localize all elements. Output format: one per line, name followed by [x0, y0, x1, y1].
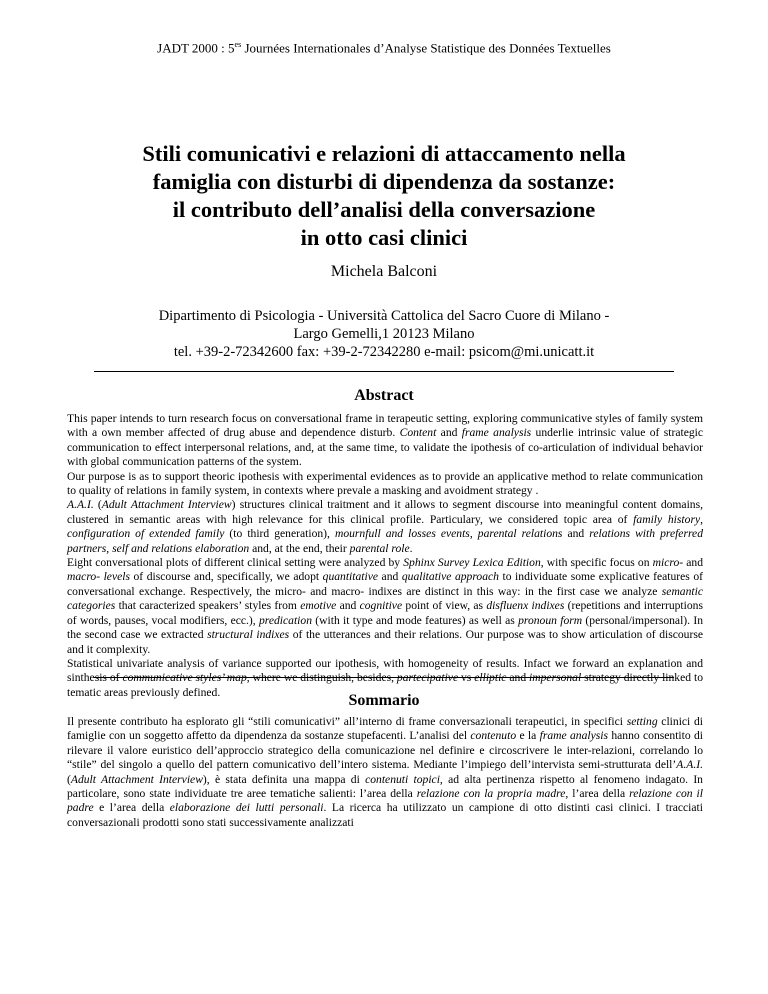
text-run: e la	[516, 729, 540, 743]
italic-term: emotive	[300, 599, 337, 613]
paper-title	[0, 140, 768, 252]
text-run: ), è stata definita una mappa di	[202, 772, 366, 786]
running-header	[0, 40, 768, 56]
text-run: ,	[700, 512, 704, 526]
affiliation-line: tel. +39-2-72342600 fax: +39-2-72342280 e-mail: psicom@mi.unicatt.it	[173, 344, 595, 360]
text-run: ) structures clinical traitment and it allows to segment discourse into meaningful content domains, clustered in semantic areas with high relevance for this clinical profile. Particulary, we considered topic area of	[67, 498, 704, 526]
abstract-paragraph	[67, 498, 703, 556]
italic-term: relations with preferred partners	[67, 527, 703, 555]
text-run: (personal/impersonal). In the second case we extracted	[67, 613, 704, 642]
italic-term: frame analysis	[539, 729, 609, 743]
divider	[94, 677, 674, 678]
text-run: , with specific focus on	[540, 556, 653, 570]
affiliation-line: Dipartimento di Psicologia - Università Cattolica del Sacro Cuore di Milano -	[158, 308, 610, 324]
italic-term: setting	[626, 715, 658, 728]
italic-term: qualitative approach	[401, 570, 499, 584]
italic-term: configuration of extended family	[67, 527, 225, 541]
text-run: (to third generation),	[224, 527, 335, 541]
abstract-body	[67, 412, 703, 700]
text-run: Statistical univariate analysis of variance supported our ipothesis, with homogeneity of results. Infact we forward an explanation and sinthesis of	[67, 656, 703, 685]
text-run: Il presente contributo ha esplorato gli “stili comunicativi” all’interno di frame conversazionali terapeutici, in specifici	[67, 715, 627, 728]
italic-term: elliptic	[474, 671, 507, 685]
italic-term: semantic categories	[67, 584, 703, 613]
italic-term: family history	[633, 512, 701, 526]
italic-term: parental role	[349, 541, 410, 555]
text-run: point of view, as	[402, 599, 487, 613]
text-run: .	[409, 541, 413, 555]
italic-term: Adult Attachment Interview	[101, 498, 232, 512]
text-run: that caracterized speakers’ styles from	[115, 599, 301, 613]
italic-term: predication	[258, 613, 312, 627]
author-name: Michela Balconi	[330, 263, 438, 280]
text-run: This paper intends to turn research focus on conversational frame in terapeutic setting, exploring communicative styles of family system with a own member affected of drug abuse and dependence disturb.	[67, 412, 703, 440]
text-run: and	[336, 599, 360, 613]
title-line: famiglia con disturbi di dipendenza da sostanze:	[152, 169, 616, 194]
text-run: underlie intrinsic value of strategic communication to effect interpersonal relations, and, at the same time, to validate the ipothesis of co-articulation of individual behavior with global communication patterns of the system.	[67, 426, 703, 469]
title-line: in otto casi clinici	[300, 225, 468, 250]
text-run: and	[683, 556, 703, 570]
divider	[94, 371, 674, 372]
sommario-heading: Sommario	[348, 692, 420, 709]
text-run: strategy directly linked to tematic areas previously defined.	[67, 671, 703, 699]
italic-term: impersonal	[529, 671, 582, 685]
italic-term: Content	[399, 426, 437, 440]
text-run: , l’area della	[565, 787, 630, 801]
affiliation	[0, 307, 768, 361]
header-text-pre: JADT 2000 : 5	[157, 40, 235, 56]
text-run: , where we distinguish, besides,	[246, 671, 397, 685]
text-run: (with it type and mode features) as well as	[312, 613, 519, 627]
text-run: (repetitions and interruptions of words, pauses, vocal modifiers, ecc.),	[67, 599, 703, 627]
text-run: clinici di famiglie con un soggetto affetto da dipendenza da sostanze stupefacenti. L’analisi del	[67, 715, 703, 743]
title-line: Stili comunicativi e relazioni di attaccamento nella	[142, 141, 626, 166]
abstract-paragraph	[67, 470, 703, 499]
italic-term: quantitative	[322, 570, 379, 584]
italic-term: frame analysis	[461, 426, 532, 440]
text-run: of discourse and, specifically, we adopt	[129, 570, 323, 584]
text-run: vs	[458, 671, 475, 685]
italic-term: structural indixes	[207, 628, 290, 642]
text-run: (	[67, 772, 71, 786]
text-run: to individuate some explicative features of conversational exchange. Respectively, the micro- and macro- indixes are distinct in this way: in the first case we analyze	[67, 570, 703, 598]
italic-term: A.A.I.	[67, 498, 94, 512]
text-run: (	[93, 498, 102, 512]
italic-term: relazione con la propria madre	[416, 787, 566, 801]
italic-term: self and relations elaboration	[112, 541, 250, 555]
text-run: ,	[469, 527, 478, 541]
header-superscript: es	[234, 40, 242, 49]
text-run: ,	[106, 541, 113, 555]
text-run: and	[506, 671, 530, 685]
sommario-paragraph	[67, 715, 703, 830]
italic-term: pronoun form	[518, 613, 583, 627]
abstract-paragraph	[67, 556, 703, 657]
italic-term: Adult Attachment Interview	[70, 772, 203, 786]
abstract-heading: Abstract	[354, 387, 414, 404]
text-run: and	[436, 426, 462, 440]
italic-term: relazione con il padre	[67, 787, 703, 815]
italic-term: cognitive	[359, 599, 403, 613]
text-run: and	[562, 527, 590, 541]
italic-term: micro-	[652, 556, 684, 570]
italic-term: partecipative	[396, 671, 459, 685]
italic-term: elaborazione dei lutti personali	[169, 801, 324, 815]
abstract-paragraph	[67, 412, 703, 470]
text-run: hanno consentito di rilevare il valore euristico dell’approccio strategico della comunicazione nel definire e circoscrivere le inter-relazioni, correlando lo “stile” del singolo a quello del pattern comunicativo dell’intero sistema. Mediante l’impiego dell’intervista semi-strutturata dell’	[67, 729, 704, 772]
italic-term: parental relations	[477, 527, 563, 541]
italic-term: disfluenx indixes	[486, 599, 565, 613]
italic-term: macro- levels	[67, 570, 130, 584]
italic-term: A.A.I.	[676, 758, 703, 772]
text-run: Eight conversational plots of different clinical setting were analyzed by	[67, 556, 404, 570]
sommario-body	[67, 715, 703, 830]
italic-term: mournfull and losses events	[334, 527, 470, 541]
text-run: e l’area della	[93, 801, 170, 815]
italic-term: Sphinx Survey Lexica Edition	[403, 556, 541, 570]
text-run: and, at the end, their	[249, 541, 350, 555]
text-run: . La ricerca ha utilizzato un campione di otto distinti casi clinici. I tracciati conversazionali prodotti sono stati successivamente analizzati	[67, 801, 703, 829]
text-run: Our purpose is as to support theoric ipothesis with experimental evidences as to provide an applicative method to relate communication to quality of relations in family system, in contexts where prevale a masking and avoidment strategy .	[67, 469, 703, 498]
italic-term: communicative styles’ map	[122, 671, 247, 685]
affiliation-line: Largo Gemelli,1 20123 Milano	[293, 326, 475, 342]
text-run: , ad alta pertinenza rispetto al fenomeno indagato. In particolare, sono state individuate tre aree tematiche salienti: l’area della	[67, 772, 703, 801]
italic-term: contenuti topici	[365, 772, 440, 786]
title-line: il contributo dell’analisi della conversazione	[172, 197, 596, 222]
text-run: and	[378, 570, 402, 584]
italic-term: contenuto	[470, 729, 517, 743]
text-run: of the utterances and their relations. Our purpose was to show articulation of discourse and it complexity.	[67, 628, 703, 656]
header-text-post: Journées Internationales d’Analyse Statistique des Données Textuelles	[241, 40, 611, 56]
